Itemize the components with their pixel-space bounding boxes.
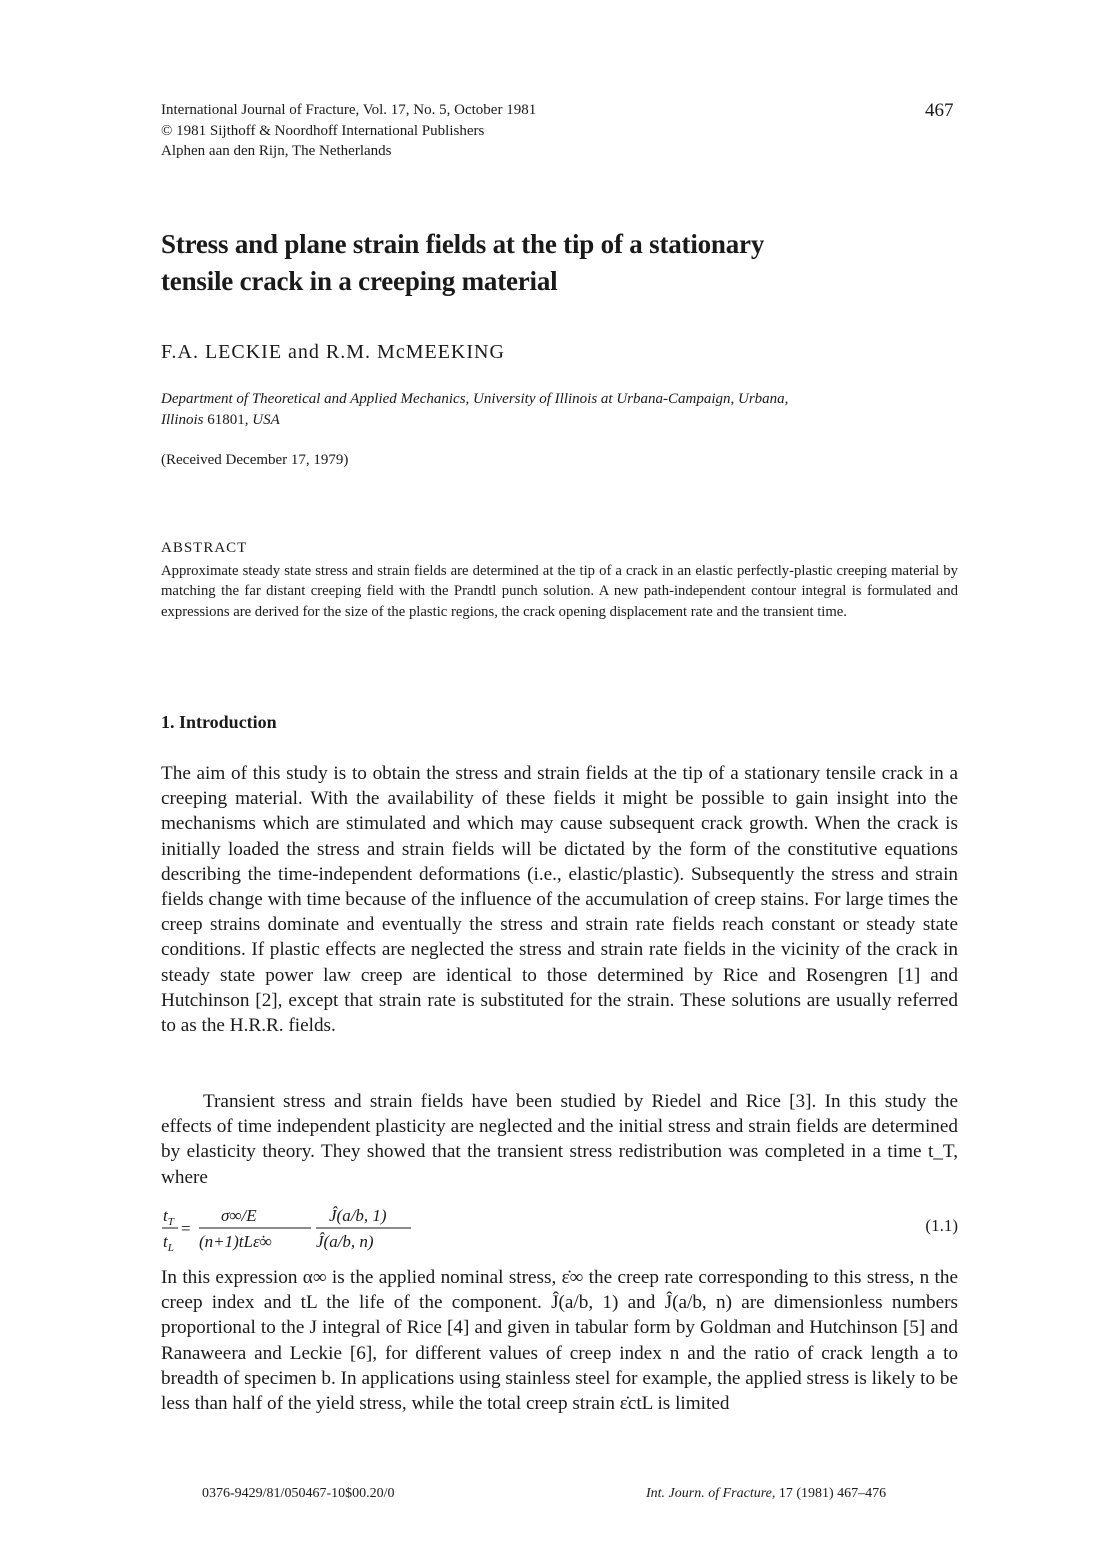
abstract-text: Approximate steady state stress and strain fields are determined at the tip of a crack in an elastic perfectly-plastic creeping material by matching the far distant creeping field with the Prandtl punch solution. A new path-independent contour integral is formulated and expressions are derived for the size of the plastic regions, the crack opening displacement rate and the transient time.	[161, 563, 958, 620]
location-line: Alphen aan den Rijn, The Netherlands	[161, 143, 392, 159]
eq-rhs-den: Ĵ(a/b, n)	[316, 1232, 374, 1251]
copyright-line: © 1981 Sijthoff & Noordhoff International Publishers	[161, 122, 485, 139]
journal-line: International Journal of Fracture, Vol. 17, No. 5, October 1981	[161, 102, 537, 118]
affiliation-state: Illinois	[161, 412, 204, 428]
equation-1-1	[161, 1204, 958, 1254]
affiliation-zip: 61801,	[207, 412, 249, 428]
eq-lhs-den: $t_L$	[163, 1232, 174, 1254]
journal-header	[161, 100, 536, 162]
affiliation	[161, 389, 961, 431]
intro-paragraph-1: The aim of this study is to obtain the stress and strain fields at the tip of a stationary tensile crack in a creeping material. With the availability of these fields it might be possible to gain insight into the mechanisms which are stimulated and which may cause subsequent crack growth. When the crack is initially loaded the stress and strain fields will be dictated by the form of the constitutive equations describing the time-independent deformations (i.e., elastic/plastic). Subsequently the stress and strain fields change with time because of the influence of the accumulation of creep stains. For large times the creep strains dominate and eventually the stress and strain rate fields reach constant or steady state conditions. If plastic effects are neglected the stress and strain rate fields in the vicinity of the crack in steady state power law creep are identical to those determined by Rice and Rosengren [1] and Hutchinson [2], except that strain rate is substituted for the strain. These solutions are usually referred to as the H.R.R. fields.	[161, 763, 958, 1037]
intro-paragraph-2: Transient stress and strain fields have been studied by Riedel and Rice [3]. In this study the effects of time independent plasticity are neglected and the initial stress and strain fields are determined by elasticity theory. They showed that the transient stress redistribution was completed in a time t_T, where	[161, 1091, 958, 1188]
footer-issn: 0376-9429/81/050467-10$00.20/0	[202, 1486, 395, 1501]
authors: F.A. LECKIE and R.M. McMEEKING	[161, 341, 505, 363]
footer-journal: Int. Journ. of Fracture,	[646, 1486, 776, 1501]
footer-ref: 17 (1981) 467–476	[778, 1486, 887, 1501]
intro-paragraph-3: In this expression α∞ is the applied nominal stress, ε̇∞ the creep rate corresponding to this stress, n the creep index and tL the life of the component. Ĵ(a/b, 1) and Ĵ(a/b, n) are dimensionless numbers proportional to the J integral of Rice [4] and given in tabular form by Goldman and Hutchinson [5] and Ranaweera and Leckie [6], for different values of creep index n and the ratio of crack length a to breadth of specimen b. In applications using stainless steel for example, the applied stress is likely to be less than half of the yield stress, while the total creep strain ε̇ctL is limited	[161, 1267, 958, 1415]
affiliation-country: USA	[252, 412, 280, 428]
affiliation-line-1: Department of Theoretical and Applied Mechanics, University of Illinois at Urbana-Campaign, Urbana,	[161, 391, 789, 407]
affiliation-line-2	[161, 410, 961, 431]
page-number: 467	[925, 100, 954, 121]
title-line-2: tensile crack in a creeping material	[161, 266, 558, 296]
eq-mid-den: (n+1)tLε̇∞	[199, 1232, 272, 1251]
footer-citation	[646, 1486, 886, 1502]
eq-equals: =	[181, 1219, 191, 1238]
paper-title	[161, 226, 921, 300]
eq-mid-num: σ∞/E	[221, 1206, 257, 1225]
eq-rhs-num: Ĵ(a/b, 1)	[329, 1206, 387, 1225]
title-line-1: Stress and plane strain fields at the tip of a stationary	[161, 229, 765, 259]
received-date: (Received December 17, 1979)	[161, 452, 349, 468]
equation-body	[161, 1204, 461, 1254]
section-heading: 1. Introduction	[161, 712, 277, 732]
equation-number: (1.1)	[925, 1216, 958, 1235]
eq-lhs-num: $t_T$	[163, 1206, 174, 1228]
abstract-heading: ABSTRACT	[161, 540, 248, 556]
